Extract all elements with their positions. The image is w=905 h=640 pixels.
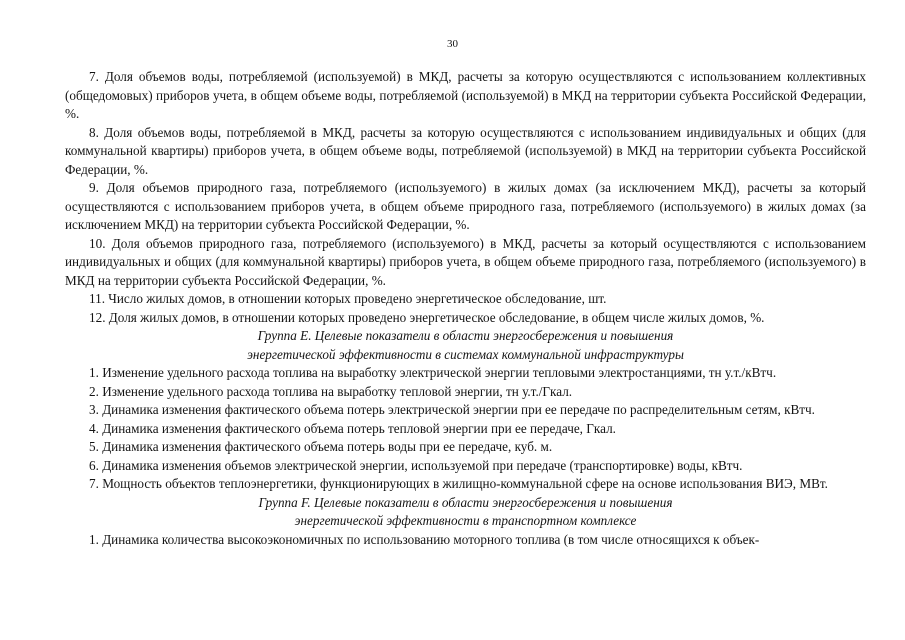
list-item-e7: 7. Мощность объектов теплоэнергетики, функционирующих в жилищно-коммунальной сфере на основе использования ВИЭ, МВт. xyxy=(89,476,828,491)
list-item-e1: 1. Изменение удельного расхода топлива на выработку электрической энергии тепловыми электростанциями, тн у.т./кВтч. xyxy=(89,365,777,380)
list-item-d8: 8. Доля объемов воды, потребляемой в МКД, расчеты за которую осуществляются с использованием индивидуальных и общих (для коммунальной квартиры) приборов учета, в общем объеме воды, потребляемой (используемой) в МКД на территории субъекта Российской Федерации, %. xyxy=(65,124,866,177)
group-f-heading-line1: Группа F. Целевые показатели в области энергосбережения и повышения xyxy=(258,494,673,510)
list-item-d9: 9. Доля объемов природного газа, потребляемого (используемого) в жилых домах (за исключением МКД), расчеты за который осуществляются с использованием приборов учета, в общем объеме природного газа, потребляемого (используемого) в жилых домах (за исключением МКД) на территории субъекта Российской Федерации, %. xyxy=(65,180,866,232)
list-item-d11: 11. Число жилых домов, в отношении которых проведено энергетическое обследование, шт. xyxy=(89,291,607,306)
group-f-heading-line2: энергетической эффективности в транспортном комплексе xyxy=(294,513,637,528)
list-item-e2: 2. Изменение удельного расхода топлива на выработку тепловой энергии, тн у.т./Гкал. xyxy=(89,383,573,399)
group-e-heading-line2: энергетической эффективности в системах коммунальной инфраструктуры xyxy=(247,346,684,362)
list-item-e4: 4. Динамика изменения фактического объема потерь тепловой энергии при ее передаче, Гкал. xyxy=(89,420,616,436)
list-item-f1: 1. Динамика количества высокоэкономичных по использованию моторного топлива (в том числе относящихся к объек- xyxy=(89,531,760,547)
list-item-d10: 10. Доля объемов природного газа, потребляемого (используемого) в МКД, расчеты за который осуществляются с использованием индивидуальных и общих (для коммунальной квартиры) приборов учета, в общем объеме природного газа, потребляемого (используемого) в МКД на территории субъекта Российской Федерации, %. xyxy=(65,235,866,288)
page-number: 30 xyxy=(447,38,458,50)
list-item-e3: 3. Динамика изменения фактического объема потерь электрической энергии при ее передаче по распределительным сетям, кВтч. xyxy=(89,402,815,417)
list-item-d7: 7. Доля объемов воды, потребляемой (используемой) в МКД, расчеты за которую осуществляются с использованием коллективных (общедомовых) приборов учета, в общем объеме воды, потребляемой (используемой) в МКД на территории субъекта Российской Федерации, %. xyxy=(65,69,866,121)
document-body xyxy=(65,68,866,549)
list-item-e5: 5. Динамика изменения фактического объема потерь воды при ее передаче, куб. м. xyxy=(89,439,553,454)
list-item-d12: 12. Доля жилых домов, в отношении которых проведено энергетическое обследование, в общем числе жилых домов, %. xyxy=(89,309,765,325)
list-item-e6: 6. Динамика изменения объемов электрической энергии, используемой при передаче (транспортировке) воды, кВтч. xyxy=(89,457,743,473)
group-e-heading-line1: Группа E. Целевые показатели в области энергосбережения и повышения xyxy=(257,328,674,343)
